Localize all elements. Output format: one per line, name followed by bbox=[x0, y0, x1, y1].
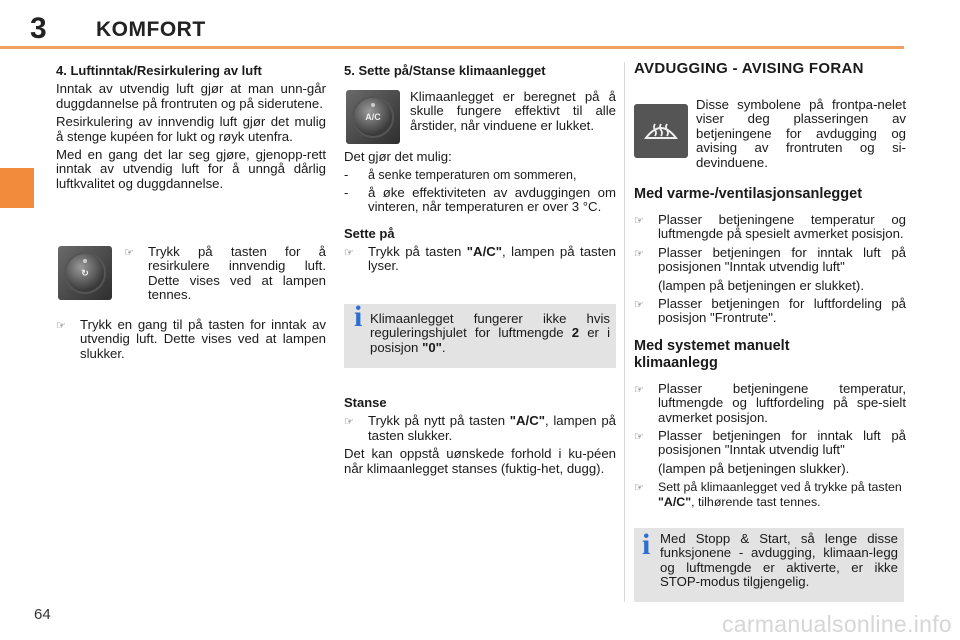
pointing-hand-icon: ☞ bbox=[634, 215, 644, 227]
defog-heading-block bbox=[634, 62, 906, 76]
pointing-hand-icon: ☞ bbox=[634, 383, 644, 396]
recirculation-bullet-on: ☞ Trykk på tasten for å resirkulere innvendig luft. Dette vises ved at lampen tennes. bbox=[124, 244, 326, 303]
pointing-hand-icon: ☞ bbox=[634, 431, 644, 444]
paragraph: Det kan oppstå uønskede forhold i ku-péen når klimaanlegget stanses (fuktig-het, dugg). bbox=[344, 446, 616, 476]
paragraph: Med en gang det lar seg gjøre, gjenopp-rett inntak av utvendig luft for å unngå dårlig luftkvalitet og duggdannelse. bbox=[56, 147, 326, 191]
pointing-hand-icon: ☞ bbox=[634, 299, 644, 312]
info-icon: i bbox=[354, 300, 363, 333]
defog-intro: Disse symbolene på frontpa-nelet viser deg plasseringen av betjeningene for avdugging og avising av frontruten og si-devinduene. bbox=[696, 97, 906, 170]
pointing-hand-icon: ☞ bbox=[634, 247, 644, 260]
column-recirculation bbox=[56, 64, 326, 195]
paragraph: Inntak av utvendig luft gjør at man unn-går duggdannelse på frontruten og på siderutene. bbox=[56, 81, 326, 111]
subheading-turn-on: Sette på bbox=[344, 225, 395, 241]
ac-heading-block bbox=[344, 64, 616, 82]
recirculation-bullet-off: ☞ Trykk en gang til på tasten for inntak av utvendig luft. Dette vises ved at lampen slukker. bbox=[56, 317, 326, 361]
paragraph: Det gjør det mulig: bbox=[344, 149, 452, 164]
recirculation-icon: ↻ bbox=[64, 252, 106, 294]
subheading-stop: Stanse bbox=[344, 395, 387, 410]
pointing-hand-icon: ☞ bbox=[634, 482, 644, 495]
chapter-number: 3 bbox=[30, 12, 47, 45]
defog-details: Med varme-/ventilasjonsanlegget ☞ Plasser betjeningene temperatur og luftmengde på spesielt avmerket posisjon. ☞ Plasser betjeningen for inntak luft på posisjonen "Inntak utvendig luft" (lampen på betjeningen er slukket). ☞ Plasser betjeningen for luftfordeling på posisjon "Frontrute". Med systemet manuelt klimaanlegg ☞ Plasser betjeningene temperatur, luftmengde og luftfordeling på spe-sielt avmerket posisjon. ☞ Plasser betjeningen for inntak luft på posisjonen "Inntak utvendig luft" (lampen på betjeningen slukker). ☞ Sett på klimaanlegget ved å trykke på tasten "A/C", tilhørende tast tennes. bbox=[634, 186, 906, 509]
watermark: carmanualsonline.info bbox=[721, 611, 952, 637]
ac-intro: Klimaanlegget er beregnet på å skulle fungere effektivt til alle årstider, når vinduene er lukket. bbox=[410, 89, 616, 133]
column-divider bbox=[624, 62, 625, 602]
windshield-defrost-icon bbox=[643, 116, 679, 146]
pointing-hand-icon: ☞ bbox=[344, 247, 354, 260]
ac-button-image bbox=[346, 90, 400, 144]
subheading-heating: Med varme-/ventilasjonsanlegget bbox=[634, 186, 863, 202]
subheading-manual-ac: Med systemet manuelt klimaanlegg bbox=[634, 337, 790, 371]
ac-stop-block: Stanse ☞ Trykk på nytt på tasten "A/C", lampen på tasten slukker. Det kan oppstå uønskede forhold i ku-péen når klimaanlegget stanses (fuktig-het, dugg). bbox=[344, 395, 616, 476]
defrost-button-image bbox=[634, 104, 688, 158]
section-heading-ac: 5. Sette på/Stanse klimaanlegget bbox=[344, 63, 546, 78]
section-heading-defog: AVDUGGING - AVISING FORAN bbox=[634, 60, 864, 77]
pointing-hand-icon: ☞ bbox=[56, 320, 66, 332]
stop-start-info-box: i Med Stopp & Start, så lenge disse funksjonene - avdugging, klimaan-legg og luftmengde er aktiverte, er ikke STOP-modus tilgjengelig. bbox=[634, 528, 904, 602]
pointing-hand-icon: ☞ bbox=[344, 416, 354, 429]
page-number: 64 bbox=[34, 606, 51, 623]
ac-info-box: i Klimaanlegget fungerer ikke hvis reguleringshjulet for luftmengde 2 er i posisjon "0". bbox=[344, 304, 616, 368]
pointing-hand-icon: ☞ bbox=[124, 247, 134, 259]
recirculation-button-image bbox=[58, 246, 112, 300]
header-rule bbox=[0, 46, 904, 49]
ac-details: Det gjør det mulig: - å senke temperaturen om sommeren, - å øke effektiviteten av avduggingen om vinteren, når temperaturen er over 3 °C. Sette på ☞ Trykk på tasten "A/C", lampen på tasten lyser. bbox=[344, 149, 616, 274]
chapter-title: KOMFORT bbox=[96, 18, 206, 41]
ac-icon: A/C bbox=[352, 96, 394, 138]
section-heading-recirculation: 4. Luftinntak/Resirkulering av luft bbox=[56, 63, 262, 78]
chapter-tab bbox=[0, 168, 34, 208]
info-icon: i bbox=[642, 528, 651, 561]
paragraph: Resirkulering av innvendig luft gjør det mulig å stenge kupéen for lukt og røyk utenfra. bbox=[56, 114, 326, 144]
